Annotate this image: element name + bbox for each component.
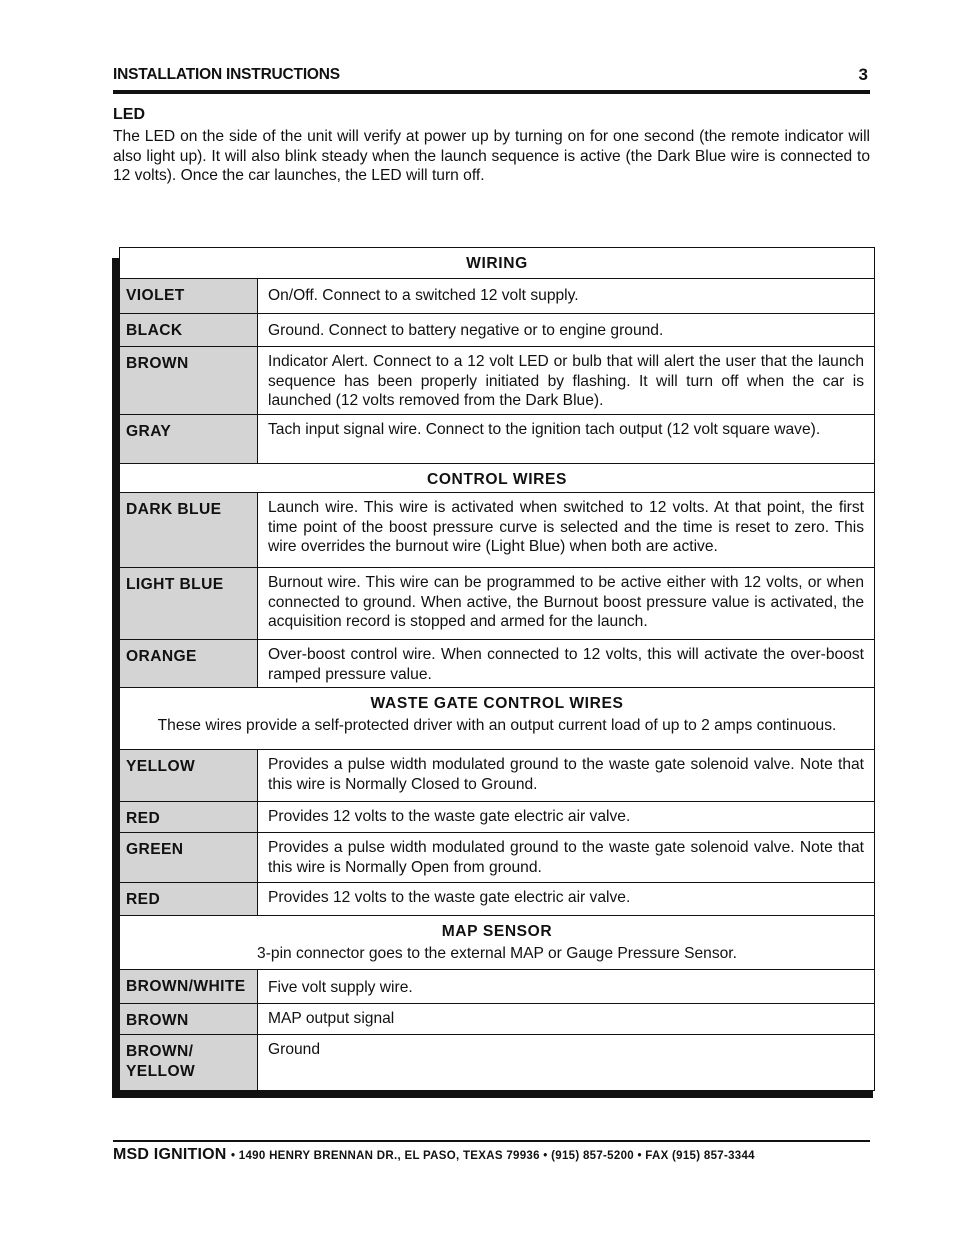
wire-name: RED [120,802,258,833]
led-paragraph: The LED on the side of the unit will verify at power up by turning on for one second (the remote indicator will also light up). It will also blink steady when the launch sequence is active (the Dark Blue wire is connected to 12 volts). Once the car launches, the LED will turn off. [113,128,870,184]
wire-description: Launch wire. This wire is activated when switched to 12 volts. At that point, the first time point of the boost pressure curve is selected and the time is reset to zero. This wire overrides the burnout wire (Light Blue) when both are active. [258,493,875,568]
page-number: 3 [858,65,868,84]
wire-name: VIOLET [120,279,258,314]
table-row [120,415,875,464]
wire-name: BLACK [120,314,258,347]
wire-description: Over-boost control wire. When connected to 12 volts, this will activate the over-boost ramped pressure value. [258,640,875,688]
wire-name: RED [120,883,258,916]
wire-name: GREEN [120,833,258,883]
table-row [120,1004,875,1035]
section-wastegate [120,688,875,750]
footer-address: • 1490 HENRY BRENNAN DR., EL PASO, TEXAS 79936 • (915) 857-5200 • FAX (915) 857-3344 [230,1150,755,1162]
wire-description: Burnout wire. This wire can be programmed to be active either with 12 volts, or when connected to ground. When active, the Burnout boost pressure value is activated, the acquisition record is stopped and armed for the launch. [258,568,875,640]
table-row [120,314,875,347]
wire-description: Provides a pulse width modulated ground to the waste gate solenoid valve. Note that this wire is Normally Closed to Ground. [258,750,875,802]
table-row [120,640,875,688]
wire-name: LIGHT BLUE [120,568,258,640]
page-header [113,66,870,94]
wire-description: Ground [258,1035,875,1091]
table-row [120,883,875,916]
wire-description: Provides 12 volts to the waste gate electric air valve. [258,883,875,916]
wire-name: ORANGE [120,640,258,688]
wire-description: Five volt supply wire. [258,970,875,1004]
wiring-table [119,247,875,1091]
wire-description: Ground. Connect to battery negative or to engine ground. [258,314,875,347]
page-footer [113,1140,870,1164]
table-row [120,833,875,883]
wire-description: Provides a pulse width modulated ground to the waste gate solenoid valve. Note that this wire is Normally Open from ground. [258,833,875,883]
header-title: INSTALLATION INSTRUCTIONS [113,66,340,83]
footer-brand: MSD IGNITION [113,1146,227,1163]
section-map [120,916,875,970]
wire-description: Provides 12 volts to the waste gate electric air valve. [258,802,875,833]
table-row [120,493,875,568]
table-row [120,568,875,640]
wire-description: On/Off. Connect to a switched 12 volt supply. [258,279,875,314]
table-row [120,279,875,314]
section-wiring-title: WIRING [120,248,875,279]
wire-name: BROWN/WHITE [120,970,258,1004]
section-map-title: MAP SENSOR [441,923,553,940]
section-wastegate-subtitle: These wires provide a self-protected driver with an output current load of up to 2 amps continuous. [157,716,837,734]
wire-name: BROWN/ YELLOW [120,1035,258,1091]
wire-description: Indicator Alert. Connect to a 12 volt LED or bulb that will alert the user that the launch sequence has been properly initiated by flashing. It will turn off when the car is launched (12 volts removed from the Dark Blue). [258,347,875,415]
wire-name: DARK BLUE [120,493,258,568]
table-row [120,970,875,1004]
table-row [120,750,875,802]
table-row [120,802,875,833]
section-map-subtitle: 3-pin connector goes to the external MAP or Gauge Pressure Sensor. [257,944,737,962]
wire-name: BROWN [120,347,258,415]
wire-name: BROWN [120,1004,258,1035]
wire-description: Tach input signal wire. Connect to the ignition tach output (12 volt square wave). [258,415,875,464]
wire-description: MAP output signal [258,1004,875,1035]
led-heading: LED [113,106,145,123]
wire-name: GRAY [120,415,258,464]
wire-name: YELLOW [120,750,258,802]
table-row [120,347,875,415]
table-row [120,1035,875,1091]
section-control-title: CONTROL WIRES [120,464,875,493]
section-wastegate-title: WASTE GATE CONTROL WIRES [370,695,624,712]
